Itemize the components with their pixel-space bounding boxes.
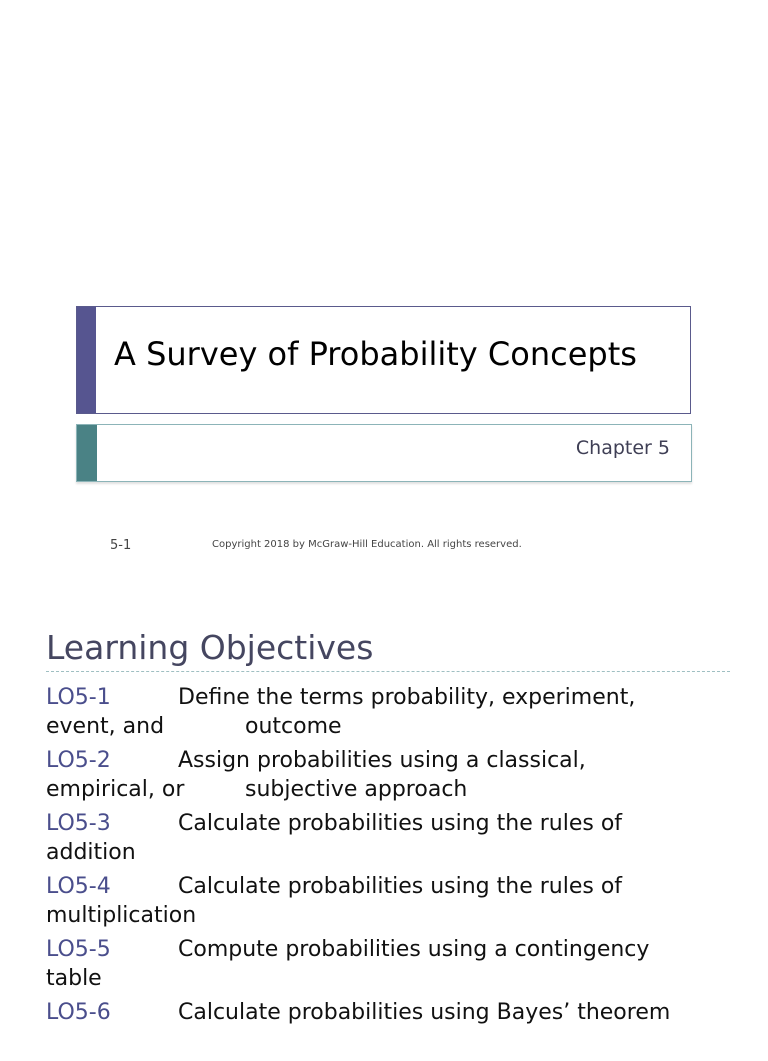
title-accent-bar xyxy=(77,307,96,413)
objective-item xyxy=(46,683,746,746)
objective-item xyxy=(46,998,746,1061)
objective-text-continued: empirical, or xyxy=(46,777,185,802)
objective-text: Calculate probabilities using the rules of xyxy=(178,874,623,899)
heading-divider xyxy=(46,671,730,672)
learning-objectives-heading: Learning Objectives xyxy=(46,628,374,667)
objective-item xyxy=(46,872,746,935)
objective-text: Compute probabilities using a contingency xyxy=(178,937,650,962)
objective-text: Calculate probabilities using the rules of xyxy=(178,811,623,836)
objective-item xyxy=(46,809,746,872)
objective-text: Assign probabilities using a classical, xyxy=(178,748,586,773)
copyright-notice: Copyright 2018 by McGraw-Hill Education. All rights reserved. xyxy=(212,539,522,550)
objective-code: LO5-1 xyxy=(46,685,111,710)
title-box xyxy=(76,306,691,414)
objective-text-continued: outcome xyxy=(245,714,342,739)
subtitle-box xyxy=(76,424,692,482)
objective-text: Define the terms probability, experiment, xyxy=(178,685,636,710)
objective-code: LO5-5 xyxy=(46,937,111,962)
objective-text-continued: event, and xyxy=(46,714,165,739)
objective-code: LO5-4 xyxy=(46,874,111,899)
objective-item xyxy=(46,746,746,809)
slide-title: A Survey of Probability Concepts xyxy=(114,335,637,373)
subtitle-accent-bar xyxy=(77,425,97,481)
objective-item xyxy=(46,935,746,998)
objective-text-continued: subjective approach xyxy=(245,777,468,802)
objective-text-continued: addition xyxy=(46,840,136,865)
learning-objectives-list xyxy=(46,683,746,1061)
objective-code: LO5-3 xyxy=(46,811,111,836)
objective-code: LO5-2 xyxy=(46,748,111,773)
objective-text-continued: table xyxy=(46,966,102,991)
objective-text: Calculate probabilities using Bayes’ theorem xyxy=(178,1000,671,1025)
slide-subtitle: Chapter 5 xyxy=(575,437,670,459)
slide-number: 5-1 xyxy=(110,538,132,553)
objective-code: LO5-6 xyxy=(46,1000,111,1025)
objective-text-continued: multiplication xyxy=(46,903,197,928)
